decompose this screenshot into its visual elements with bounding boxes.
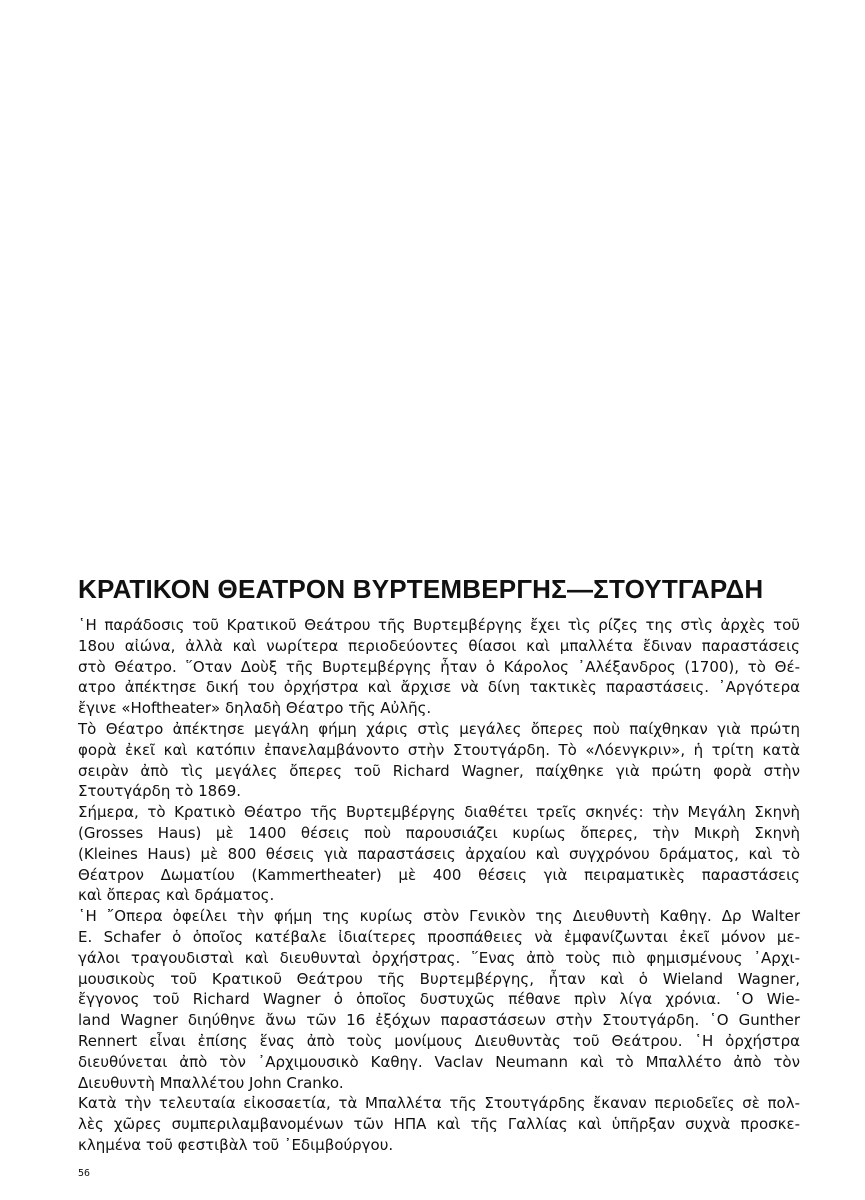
text-line: Σήμερα, τὸ Κρατικὸ Θέατρο τῆς Βυρτεμβέργης διαθέτει τρεῖς σκηνές: τὴν Μεγάλη Σκηνὴ bbox=[78, 803, 800, 822]
text-line: ατρο ἀπέκτησε δική του ὀρχήστρα καὶ ἄρχισε νὰ δίνη τακτικὲς παραστάσεις. ᾿Αργότερα bbox=[78, 678, 800, 697]
page-number: 56 bbox=[78, 1168, 91, 1179]
text-line: Θέατρον Δωματίου (Kammertheater) μὲ 400 θέσεις γιὰ πειραματικὲς παραστάσεις bbox=[78, 865, 800, 884]
body-text bbox=[78, 615, 800, 1156]
text-line: ῾Η παράδοσις τοῦ Κρατικοῦ Θεάτρου τῆς Βυρτεμβέργης ἔχει τὶς ρίζες της στὶς ἀρχὲς τοῦ bbox=[78, 616, 800, 634]
text-line: Διευθυντὴ Μπαλλέτου John Cranko. bbox=[78, 1073, 344, 1092]
text-line: μουσικοὺς τοῦ Κρατικοῦ Θεάτρου τῆς Βυρτεμβέργης, ἦταν καὶ ὁ Wieland Wagner, bbox=[78, 969, 800, 988]
text-line: καὶ ὄπερας καὶ δράματος. bbox=[78, 886, 275, 905]
text-line: ἔγινε «Hoftheater» δηλαδὴ Θέατρο τῆς Αὐλῆς. bbox=[78, 699, 432, 718]
text-line: ἔγγονος τοῦ Richard Wagner ὁ ὁποῖος δυστυχῶς πέθανε πρὶν λίγα χρόνια. ῾Ο Wie- bbox=[78, 990, 800, 1009]
text-line: (Kleines Haus) μὲ 800 θέσεις γιὰ παραστάσεις ἀρχαίου καὶ συγχρόνου δράματος, καὶ τὸ bbox=[78, 844, 800, 863]
text-line: E. Schafer ὁ ὁποῖος κατέβαλε ἰδιαίτερες προσπάθειες νὰ ἐμφανίζωνται ἐκεῖ μόνον με- bbox=[78, 927, 800, 946]
text-line: διευθύνεται ἀπὸ τὸν ᾿Αρχιμουσικὸ Καθηγ. Vaclav Neumann καὶ τὸ Μπαλλέτο ἀπὸ τὸν bbox=[78, 1052, 800, 1071]
text-line: σειρὰν ἀπὸ τὶς μεγάλες ὄπερες τοῦ Richard Wagner, παίχθηκε γιὰ πρώτη φορὰ στὴν bbox=[78, 761, 800, 780]
text-line: φορὰ ἐκεῖ καὶ κατόπιν ἐπανελαμβάνοντο στὴν Στουτγάρδη. Τὸ «Λόενγκριν», ἡ τρίτη κατὰ bbox=[78, 740, 800, 759]
text-line: Στουτγάρδη τὸ 1869. bbox=[78, 782, 242, 801]
text-line: λὲς χῶρες συμπεριλαμβανομένων τῶν ΗΠΑ καὶ τῆς Γαλλίας καὶ ὑπῆρξαν συχνὰ προσκε- bbox=[78, 1115, 800, 1134]
text-line: Τὸ Θέατρο ἀπέκτησε μεγάλη φήμη χάρις στὶς μεγάλες ὄπερες ποὺ παίχθηκαν γιὰ πρώτη bbox=[78, 719, 800, 738]
text-line: Rennert εἶναι ἐπίσης ἕνας ἀπὸ τοὺς μονίμους Διευθυντὰς τοῦ Θεάτρου. ῾Η ὀρχήστρα bbox=[78, 1031, 800, 1050]
page-title: ΚΡΑΤΙΚΟΝ ΘΕΑΤΡΟΝ ΒΥΡΤΕΜΒΕΡΓΗΣ—ΣΤΟΥΤΓΑΡΔΗ bbox=[78, 574, 764, 604]
text-line: land Wagner διηύθηνε ἄνω τῶν 16 ἐξόχων παραστάσεων στὴν Στουτγάρδη. ῾Ο Gunther bbox=[78, 1011, 800, 1030]
text-line: Κατὰ τὴν τελευταία εἰκοσαετία, τὰ Μπαλλέτα τῆς Στουτγάρδης ἔκαναν περιοδεῖες σὲ πολ- bbox=[78, 1094, 800, 1113]
text-line: 18ου αἰώνα, ἀλλὰ καὶ νωρίτερα περιοδεύοντες θίασοι καὶ μπαλλέτα ἔδιναν παραστάσεις bbox=[78, 636, 800, 655]
text-line: ῾Η ῎Οπερα ὀφείλει τὴν φήμη της κυρίως στὸν Γενικὸν της Διευθυντὴ Καθηγ. Δρ Walter bbox=[78, 907, 800, 926]
text-line: γάλοι τραγουδισταὶ καὶ διευθυνταὶ ὀρχήστρας. ῞Ενας ἀπὸ τοὺς πιὸ φημισμένους ᾿Αρχι- bbox=[78, 948, 800, 967]
text-line: (Grosses Haus) μὲ 1400 θέσεις ποὺ παρουσιάζει κυρίως ὄπερες, τὴν Μικρὴ Σκηνὴ bbox=[78, 823, 800, 842]
text-line: κλημένα τοῦ φεστιβὰλ τοῦ ᾿Εδιμβούργου. bbox=[78, 1135, 394, 1154]
text-line: στὸ Θέατρο. ῞Οταν Δοὺξ τῆς Βυρτεμβέργης ἦταν ὁ Κάρολος ᾿Αλέξανδρος (1700), τὸ Θέ- bbox=[78, 657, 800, 676]
